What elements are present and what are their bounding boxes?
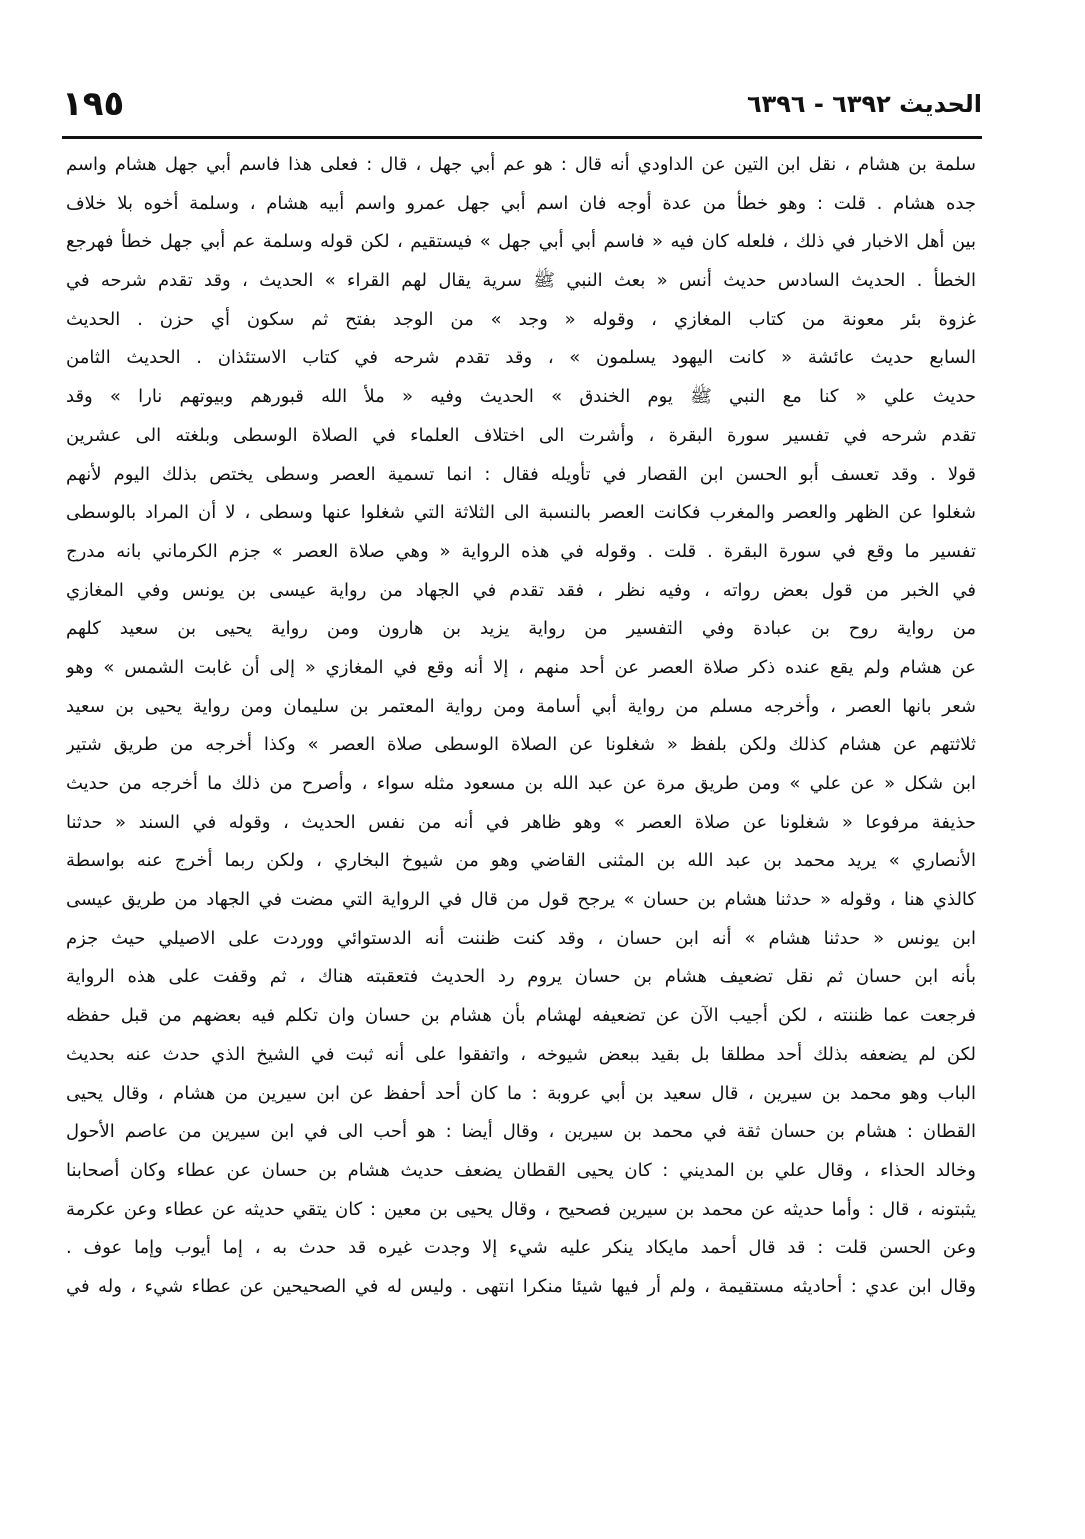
text-line: كالذي هنا ، وقوله « حدثنا هشام بن حسان » يرجح قول من قال في الرواية التي مضت في الجهاد من طريق عيسى	[66, 889, 976, 911]
text-line: من رواية روح بن عبادة وفي التفسير من رواية يزيد بن هارون ومن رواية يحيى بن سعيد كلهم	[66, 618, 976, 640]
text-line: شغلوا عن الظهر والعصر والمغرب فكانت العصر بالنسبة الى الثلاثة التي شغلوا عنها وسطى ، لا أن المراد بالوسطى	[66, 502, 976, 524]
text-line: حذيفة مرفوعا « شغلونا عن صلاة العصر » وهو ظاهر في أنه من نفس الحديث ، وقوله في السند « حدثنا	[66, 811, 976, 833]
text-line: قولا . وقد تعسف أبو الحسن ابن القصار في تأويله فقال : انما تسمية العصر وسطى يختص بذلك اليوم لأنهم	[66, 463, 976, 485]
text-line: وخالد الحذاء ، وقال علي بن المديني : كان يحيى القطان يضعف حديث هشام بن حسان عن عطاء وكان أصحابنا	[66, 1159, 976, 1181]
text-line: السابع حديث عائشة « كانت اليهود يسلمون » ، وقد تقدم شرحه في كتاب الاستئذان . الحديث الثامن	[66, 347, 976, 369]
text-line: ابن شكل « عن علي » ومن طريق مرة عن عبد الله بن مسعود مثله سواء ، وأصرح من ذلك ما أخرجه من حديث	[66, 773, 976, 794]
text-line: تفسير ما وقع في سورة البقرة . قلت . وقوله في هذه الرواية « وهي صلاة العصر » جزم الكرماني بانه مدرج	[66, 540, 976, 562]
page-number: ١٩٥	[62, 84, 125, 124]
text-line: يثبتونه ، قال : وأما حديثه عن محمد بن سيرين فصحيح ، وقال يحيى بن معين : كان يتقي حديثه عن عطاء وعن عكرمة	[66, 1198, 976, 1220]
text-line: وقال ابن عدي : أحاديثه مستقيمة ، ولم أر فيها شيئا منكرا انتهى . وليس له في الصحيحين عن عطاء شيء ، وله في	[66, 1275, 976, 1297]
page-header	[62, 84, 982, 136]
text-line: الأنصاري » يريد محمد بن عبد الله بن المثنى القاضي وهو من شيوخ البخاري ، ولكن ربما أخرج عنه بواسطة	[66, 850, 976, 872]
text-line: حديث علي « كنا مع النبي ﷺ يوم الخندق » الحديث وفيه « ملأ الله قبورهم وبيوتهم نارا » وقد	[66, 386, 976, 408]
running-head: الحديث ٦٣٩٢ - ٦٣٩٦	[746, 90, 982, 118]
text-line: بأنه ابن حسان ثم نقل تضعيف هشام بن حسان يروم رد الحديث فتعقبته هناك ، ثم وقفت على هذه الرواية	[66, 966, 976, 988]
text-line: الخطأ . الحديث السادس حديث أنس « بعث النبي ﷺ سرية يقال لهم القراء » الحديث ، وقد تقدم شرحه في	[66, 270, 976, 292]
text-line: غزوة بئر معونة من كتاب المغازي ، وقوله « وجد » من الوجد بفتح ثم سكون أي حزن . الحديث	[66, 308, 976, 330]
text-line: لكن لم يضعفه بذلك أحد مطلقا بل بقيد ببعض شيوخه ، واتفقوا على أنه ثبت في الشيخ الذي حدث عنه بحديث	[66, 1043, 976, 1065]
text-line: تقدم شرحه في تفسير سورة البقرة ، وأشرت الى اختلاف العلماء في الصلاة الوسطى وبلغته الى عشرين	[66, 424, 976, 446]
text-line: عن هشام ولم يقع عنده ذكر صلاة العصر عن أحد منهم ، إلا أنه وقع في المغازي « إلى أن غابت الشمس » وهو	[66, 656, 976, 678]
text-line: بين أهل الاخبار في ذلك ، فلعله كان فيه « فاسم أبي أبي جهل » فيستقيم ، لكن قوله وسلمة عم أبي جهل خطأ فهرجع	[66, 231, 976, 253]
text-line: ثلاثتهم عن هشام كذلك ولكن بلفظ « شغلونا عن الصلاة الوسطى صلاة العصر » وكذا أخرجه من طريق شتير	[66, 734, 976, 756]
text-line: ابن يونس « حدثنا هشام » أنه ابن حسان ، وقد كنت ظننت أنه الدستوائي ووردت على الاصيلي حيث جزم	[66, 927, 976, 949]
header-rule	[62, 136, 982, 139]
text-line: فرجعت عما ظننته ، لكن أجيب الآن عن تضعيفه لهشام بأن هشام بن حسان وان تكلم فيه بعضهم من قبل حفظه	[66, 1005, 976, 1027]
body-text	[66, 146, 976, 1307]
text-line: شعر بانها العصر ، وأخرجه مسلم من رواية أبي أسامة ومن رواية المعتمر بن سليمان ومن رواية يحيى بن سعيد	[66, 695, 976, 717]
text-line: القطان : هشام بن حسان ثقة في محمد بن سيرين ، وقال أيضا : هو أحب الى في ابن سيرين من عاصم الأحول	[66, 1121, 976, 1143]
text-line: وعن الحسن قلت : قد قال أحمد مايكاد ينكر عليه شيء إلا وجدت غيره قد حدث به ، إما أيوب وإما عوف .	[66, 1237, 976, 1259]
text-line: جده هشام . قلت : وهو خطأ من عدة أوجه فان اسم أبي جهل عمرو واسم أبيه هشام ، وسلمة أخوه بلا خلاف	[66, 192, 976, 214]
text-line: سلمة بن هشام ، نقل ابن التين عن الداودي أنه قال : هو عم أبي جهل ، قال : فعلى هذا فاسم أبي جهل هشام واسم	[66, 154, 976, 175]
text-line: الباب وهو محمد بن سيرين ، قال سعيد بن أبي عروبة : ما كان أحد أحفظ عن ابن سيرين من هشام ، وقال يحيى	[66, 1082, 976, 1104]
text-line: في الخبر من قول بعض رواته ، وفيه نظر ، فقد تقدم في الجهاد من رواية عيسى بن يونس وفي المغازي	[66, 579, 976, 601]
